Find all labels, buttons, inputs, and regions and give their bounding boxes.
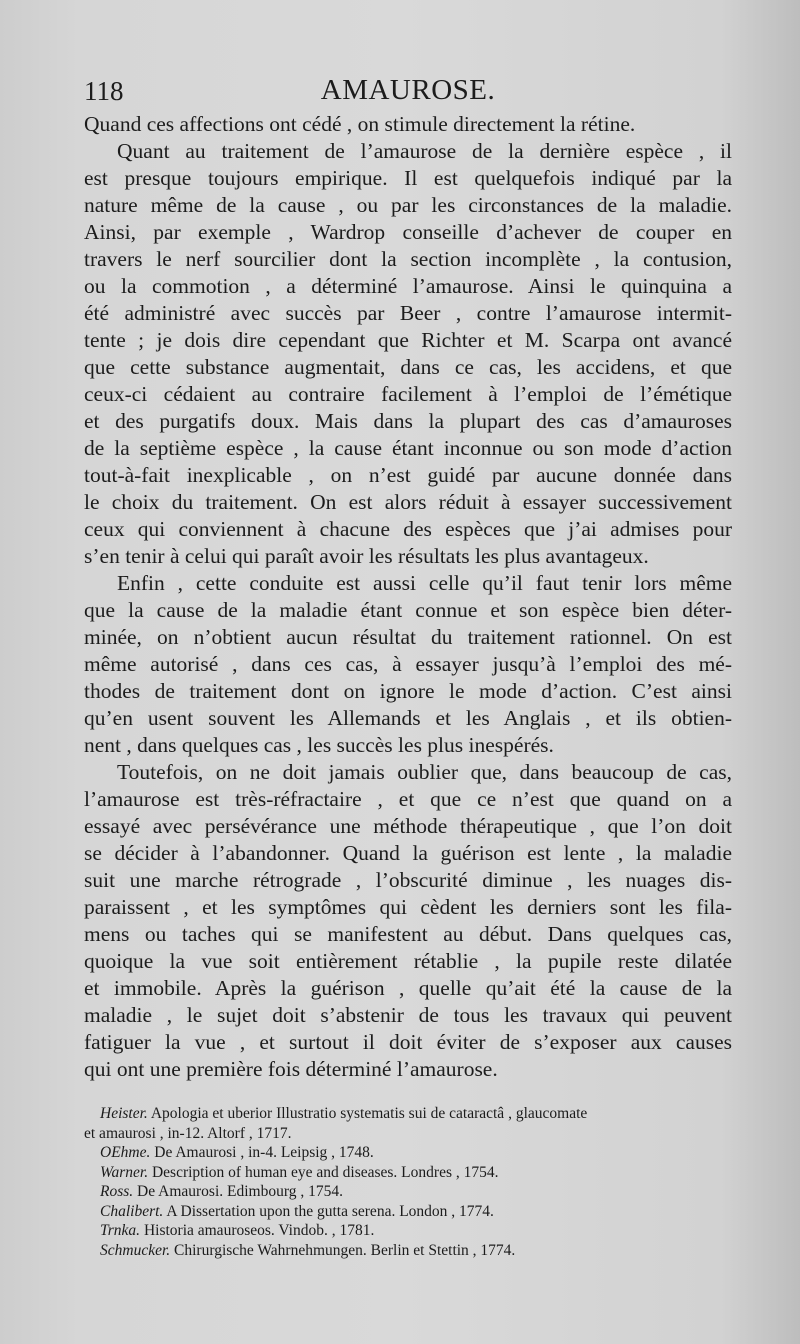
reference-text: Historia amauroseos. Vindob. , 1781. bbox=[140, 1222, 375, 1239]
running-title: AMAUROSE. bbox=[320, 74, 496, 106]
text-line: Ainsi, par exemple , Wardrop conseille d’achever de couper en bbox=[84, 220, 732, 244]
page-number: 118 bbox=[84, 76, 124, 106]
text-line: maladie , le sujet doit s’abstenir de tous les travaux qui peuvent bbox=[84, 1003, 732, 1027]
text-line: Quant au traitement de l’amaurose de la dernière espèce , il bbox=[117, 139, 732, 163]
text-line: tout-à-fait inexplicable , on n’est guidé par aucune donnée dans bbox=[84, 463, 732, 487]
reference-author: Trnka. bbox=[100, 1222, 141, 1239]
page-header bbox=[84, 74, 732, 114]
reference-text: A Dissertation upon the gutta serena. London , 1774. bbox=[163, 1202, 494, 1220]
text-line: Enfin , cette conduite est aussi celle qu’il faut tenir lors même bbox=[117, 571, 732, 595]
paragraph bbox=[84, 570, 732, 759]
text-line: même autorisé , dans ces cas, à essayer jusqu’à l’emploi des mé- bbox=[84, 652, 732, 676]
reference-entry bbox=[84, 1221, 732, 1241]
text-line: qui ont une première fois déterminé l’amaurose. bbox=[84, 1057, 498, 1081]
reference-text: De Amaurosi. Edimbourg , 1754. bbox=[133, 1183, 343, 1200]
text-line: thodes de traitement dont on ignore le mode d’action. C’est ainsi bbox=[84, 679, 732, 703]
reference-text: Chirurgische Wahrnehmungen. Berlin et Stettin , 1774. bbox=[170, 1241, 516, 1259]
text-line: le choix du traitement. On est alors réduit à essayer successivement bbox=[84, 490, 732, 514]
reference-entry bbox=[84, 1202, 732, 1222]
text-line: Quand ces affections ont cédé , on stimule directement la rétine. bbox=[84, 112, 636, 136]
text-line: ceux qui conviennent à chacune des espèces que j’ai admises pour bbox=[84, 517, 732, 541]
reference-list bbox=[84, 1104, 732, 1260]
text-line: nature même de la cause , ou par les circonstances de la maladie. bbox=[84, 193, 732, 217]
paragraph bbox=[84, 138, 732, 570]
text-line: ceux-ci cédaient au contraire facilement à l’emploi de l’émétique bbox=[84, 382, 732, 406]
text-line: tente ; je dois dire cependant que Richter et M. Scarpa ont avancé bbox=[84, 328, 732, 352]
text-line: minée, on n’obtient aucun résultat du traitement rationnel. On est bbox=[84, 625, 732, 649]
text-line: quoique la vue soit entièrement rétablie , la pupile reste dilatée bbox=[84, 949, 732, 973]
text-line: de la septième espèce , la cause étant inconnue ou son mode d’action bbox=[84, 436, 732, 460]
text-line: essayé avec persévérance une méthode thérapeutique , que l’on doit bbox=[84, 814, 732, 838]
text-line: que la cause de la maladie étant connue et son espèce bien déter- bbox=[84, 598, 732, 622]
reference-text: Apologia et uberior Illustratio systematis sui de cataractâ , glaucomate bbox=[147, 1105, 588, 1122]
reference-entry bbox=[84, 1143, 732, 1163]
text-line: se décider à l’abandonner. Quand la guérison est lente , la maladie bbox=[84, 841, 732, 865]
text-line: suit une marche rétrograde , l’obscurité diminue , les nuages dis- bbox=[84, 868, 732, 892]
text-line: travers le nerf sourcilier dont la section incomplète , la contusion, bbox=[84, 247, 732, 271]
reference-author: Ross. bbox=[100, 1183, 134, 1200]
text-line: et immobile. Après la guérison , quelle qu’ait été la cause de la bbox=[84, 976, 732, 1000]
reference-entry bbox=[84, 1163, 732, 1183]
reference-author: OEhme. bbox=[100, 1144, 151, 1161]
text-line: s’en tenir à celui qui paraît avoir les résultats les plus avantageux. bbox=[84, 544, 649, 568]
reference-author: Chalibert. bbox=[100, 1202, 164, 1220]
text-line: est presque toujours empirique. Il est quelquefois indiqué par la bbox=[84, 166, 732, 190]
text-line: paraissent , et les symptômes qui cèdent les derniers sont les fila- bbox=[84, 895, 732, 919]
text-line: et des purgatifs doux. Mais dans la plupart des cas d’amauroses bbox=[84, 409, 732, 433]
text-line: que cette substance augmentait, dans ce cas, les accidens, et que bbox=[84, 355, 732, 379]
body-text bbox=[84, 111, 732, 1083]
reference-author: Schmucker. bbox=[100, 1241, 171, 1259]
text-line: l’amaurose est très-réfractaire , et que ce n’est que quand on a bbox=[84, 787, 732, 811]
reference-entry bbox=[84, 1241, 732, 1261]
text-line: qu’en usent souvent les Allemands et les Anglais , et ils obtien- bbox=[84, 706, 732, 730]
reference-author: Warner. bbox=[100, 1163, 149, 1181]
text-line: fatiguer la vue , et surtout il doit éviter de s’exposer aux causes bbox=[84, 1030, 732, 1054]
text-line: nent , dans quelques cas , les succès les plus inespérés. bbox=[84, 733, 554, 757]
reference-entry bbox=[84, 1104, 732, 1124]
text-line: mens ou taches qui se manifestent au début. Dans quelques cas, bbox=[84, 922, 732, 946]
reference-author: Heister. bbox=[100, 1105, 148, 1122]
reference-entry bbox=[84, 1182, 732, 1202]
reference-continuation: et amaurosi , in-12. Altorf , 1717. bbox=[84, 1124, 292, 1142]
text-line: Toutefois, on ne doit jamais oublier que, dans beaucoup de cas, bbox=[117, 760, 732, 784]
paragraph bbox=[84, 759, 732, 1083]
text-line: ou la commotion , a déterminé l’amaurose. Ainsi le quinquina a bbox=[84, 274, 732, 298]
reference-text: De Amaurosi , in-4. Leipsig , 1748. bbox=[150, 1144, 374, 1161]
text-line: été administré avec succès par Beer , contre l’amaurose intermit- bbox=[84, 301, 732, 325]
reference-text: Description of human eye and diseases. Londres , 1754. bbox=[148, 1163, 499, 1181]
paragraph bbox=[84, 111, 732, 138]
